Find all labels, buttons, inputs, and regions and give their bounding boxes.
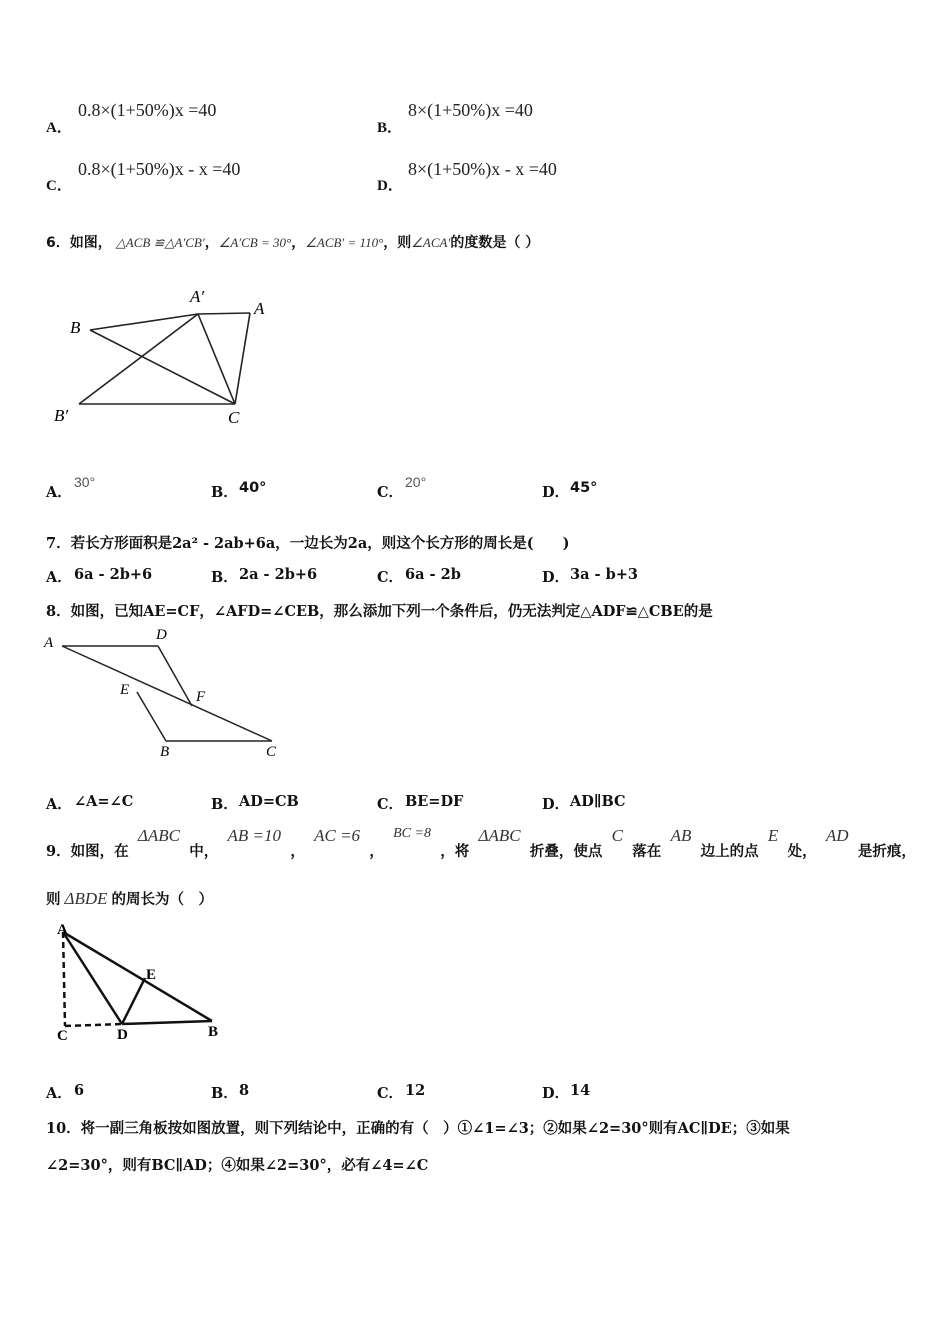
q9-label-c: C [57, 1028, 68, 1044]
q9-segment-db [122, 1021, 212, 1024]
q9-option-b-value: 8 [239, 1082, 250, 1099]
q6-cond1: △ACB ≌△A′CB′ [115, 235, 205, 250]
q6-segment-b-prime-a-prime [79, 314, 198, 404]
q6-cond3: ∠ACB′ = 110° [305, 235, 384, 250]
q6-option-a-value: 30° [74, 474, 96, 490]
q9-p10: 是折痕， [857, 843, 916, 860]
q6-segment-ac [235, 313, 250, 404]
q9-m8: E [767, 826, 779, 845]
q6-stem [46, 232, 539, 252]
q9-stem-line1 [46, 826, 916, 861]
q9-p6: 折叠，使点 [529, 843, 603, 860]
q6-option-d-value: 45° [570, 480, 598, 496]
q5-option-c-expr: 0.8×(1+50%)x - x =40 [78, 159, 241, 179]
q6-label-b-prime: B′ [54, 406, 69, 425]
q6-sep1: ， [204, 235, 219, 251]
q7-option-b-label: B． [211, 569, 238, 586]
q6-prefix: 6．如图， [46, 235, 112, 251]
q9-option-c-label: C． [377, 1085, 404, 1102]
q6-figure [44, 278, 294, 438]
q6-sep2: ， [291, 235, 306, 251]
q7-stem: 7．若长方形面积是2a² - 2ab+6a，一边长为2a，则这个长方形的周长是( ) [46, 535, 570, 552]
q6-option-b-label: B． [211, 484, 238, 501]
q8-label-a: A [44, 635, 54, 651]
q9-p5: ，将 [440, 843, 470, 860]
q9-option-a-label: A． [46, 1085, 72, 1102]
q9-m4: BC =8 [393, 826, 431, 841]
q5-option-d-expr: 8×(1+50%)x - x =40 [408, 159, 557, 179]
q6-option-d-label: D． [542, 484, 570, 501]
q9-p4: ， [369, 843, 384, 860]
q9-p8: 边上的点 [700, 843, 759, 860]
q6-segment-a-prime-a [198, 313, 250, 314]
q7-option-d-value: 3a - b+3 [570, 566, 638, 583]
q6-label-a: A [254, 299, 265, 318]
q6-segment-ba-prime [90, 314, 198, 330]
q8-option-d-label: D． [542, 796, 570, 813]
q7-option-a-value: 6a - 2b+6 [74, 566, 153, 583]
q8-segment-eb [137, 692, 166, 741]
q9-label-e: E [146, 967, 157, 983]
q7-option-c-value: 6a - 2b [405, 566, 461, 583]
q8-option-a-value: ∠A=∠C [74, 793, 134, 810]
q9-segment-cd-dashed [65, 1024, 122, 1026]
q8-option-c-value: BE=DF [405, 793, 464, 810]
q9-label-a: A [57, 922, 68, 938]
q8-option-b-value: AD=CB [239, 793, 299, 810]
q6-cond2: ∠A′CB = 30° [218, 235, 292, 250]
q9-m1: ΔABC [137, 826, 180, 845]
q9-m5: ΔABC [478, 826, 521, 845]
q9-m6: C [611, 826, 624, 845]
q8-stem: 8．如图，已知AE=CF，∠AFD=∠CEB，那么添加下列一个条件后，仍无法判定△ADF≌△CBE的是 [46, 603, 713, 620]
q9-option-a-value: 6 [74, 1082, 85, 1099]
q6-then: ，则 [383, 235, 412, 251]
q5-option-b-label: B． [377, 120, 403, 136]
q9-label-d: D [117, 1027, 128, 1043]
q9-m9: AD [825, 826, 849, 845]
q7-option-c-label: C． [377, 569, 404, 586]
q9-option-d-label: D． [542, 1085, 570, 1102]
q8-figure [40, 626, 290, 761]
q9-p7: 落在 [632, 843, 662, 860]
q8-label-b: B [160, 744, 170, 760]
q5-option-d-label: D． [377, 178, 403, 194]
q7-option-a-label: A． [46, 569, 72, 586]
q9-label-b: B [208, 1024, 219, 1040]
q5-option-a-label: A． [46, 120, 72, 136]
q5-option-a-expr: 0.8×(1+50%)x =40 [78, 100, 217, 120]
q9-option-c-value: 12 [405, 1082, 426, 1099]
q9-segment-ad [63, 932, 122, 1024]
q9-p3: ， [290, 843, 305, 860]
q6-option-c-value: 20° [405, 474, 427, 490]
q9-p1: 9．如图，在 [46, 843, 129, 860]
q6-label-c: C [228, 408, 240, 427]
q9-p2: 中， [189, 843, 219, 860]
q9-m3: AC =6 [314, 826, 361, 845]
q7-option-b-value: 2a - 2b+6 [239, 566, 318, 583]
q6-option-a-label: A． [46, 484, 72, 501]
q8-segment-ac [62, 646, 272, 741]
q8-option-b-label: B． [211, 796, 238, 813]
q8-option-c-label: C． [377, 796, 404, 813]
q9-figure [48, 920, 238, 1050]
q10-stem-line2: ∠2=30°，则有BC∥AD；④如果∠2=30°，必有∠4=∠C [46, 1157, 429, 1174]
q9-option-b-label: B． [211, 1085, 238, 1102]
q8-label-f: F [196, 689, 206, 705]
q6-option-b-value: 40° [239, 480, 267, 496]
q9-segment-ab [63, 932, 212, 1021]
q5-option-c-label: C． [46, 178, 72, 194]
q6-target: ∠ACA′ [411, 235, 451, 250]
q8-option-a-label: A． [46, 796, 72, 813]
q5-option-b-expr: 8×(1+50%)x =40 [408, 100, 533, 120]
q7-option-d-label: D． [542, 569, 570, 586]
q9-segment-de [122, 978, 145, 1024]
q6-segment-a-prime-c [198, 314, 235, 404]
q6-label-a-prime: A′ [190, 287, 205, 306]
q9-m2: AB =10 [227, 826, 282, 845]
q9-line2a: 则 [46, 891, 61, 908]
q9-line2b: 的周长为（ ） [111, 891, 214, 908]
q8-label-e: E [120, 682, 130, 698]
q9-option-d-value: 14 [570, 1082, 591, 1099]
q9-m7: AB [670, 826, 692, 845]
q9-line2m: ΔBDE [64, 889, 108, 908]
q8-option-d-value: AD∥BC [570, 793, 626, 810]
q10-stem-line1: 10．将一副三角板按如图放置，则下列结论中，正确的有（ ）①∠1=∠3；②如果∠2=30°则有AC∥DE；③如果 [46, 1120, 790, 1137]
q8-label-d: D [156, 627, 167, 643]
q8-label-c: C [266, 744, 277, 760]
q6-option-c-label: C． [377, 484, 404, 501]
q6-suffix: 的度数是（ ） [450, 235, 540, 251]
q9-segment-ac-dashed [63, 932, 65, 1026]
q9-stem-line2 [46, 888, 213, 909]
q9-p9: 处， [787, 843, 817, 860]
q6-label-b: B [70, 318, 81, 337]
